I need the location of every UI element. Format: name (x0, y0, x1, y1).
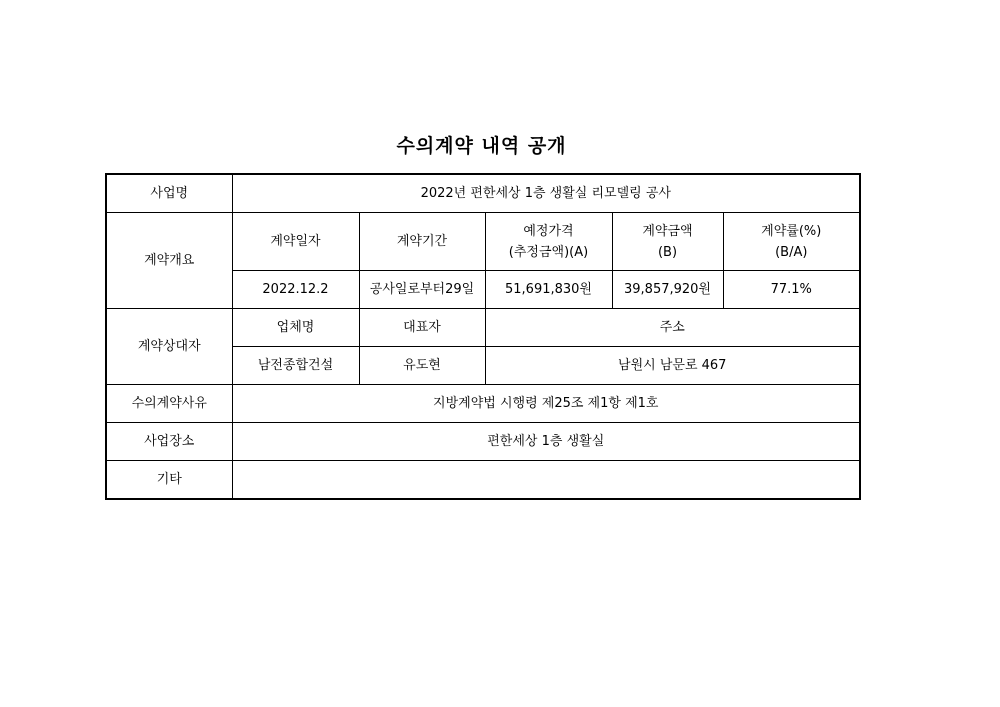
contract-overview-header-row (106, 213, 860, 271)
contract-rate-header (723, 213, 860, 271)
contract-overview-label: 계약개요 (106, 213, 232, 309)
location-row (106, 423, 860, 461)
other-value (232, 461, 860, 500)
contract-amount-header-line1: 계약금액 (642, 223, 693, 239)
representative-header: 대표자 (359, 309, 485, 347)
reason-value: 지방계약법 시행령 제25조 제1항 제1호 (232, 385, 860, 423)
other-row (106, 461, 860, 500)
contract-disclosure-table (105, 173, 861, 500)
contract-date-value: 2022.12.2 (232, 271, 359, 309)
estimated-price-header-line2: (추정금액)(A) (508, 244, 589, 260)
company-name-header: 업체명 (232, 309, 359, 347)
estimated-price-header (485, 213, 612, 271)
contract-amount-value: 39,857,920원 (612, 271, 723, 309)
address-header: 주소 (485, 309, 860, 347)
contract-period-header: 계약기간 (359, 213, 485, 271)
contract-amount-header-line2: (B) (657, 244, 678, 260)
contract-rate-header-line1: 계약률(%) (761, 223, 822, 239)
location-value: 편한세상 1층 생활실 (232, 423, 860, 461)
location-label: 사업장소 (106, 423, 232, 461)
estimated-price-value: 51,691,830원 (485, 271, 612, 309)
representative-value: 유도현 (359, 347, 485, 385)
project-name-row (106, 174, 860, 213)
reason-row (106, 385, 860, 423)
other-label: 기타 (106, 461, 232, 500)
estimated-price-header-line1: 예정가격 (523, 223, 574, 239)
address-value: 남원시 남문로 467 (485, 347, 860, 385)
page-title: 수의계약 내역 공개 (396, 135, 567, 157)
counterparty-label: 계약상대자 (106, 309, 232, 385)
contract-date-header: 계약일자 (232, 213, 359, 271)
contract-amount-header (612, 213, 723, 271)
reason-label: 수의계약사유 (106, 385, 232, 423)
contract-period-value: 공사일로부터29일 (359, 271, 485, 309)
contract-rate-header-line2: (B/A) (775, 244, 808, 260)
project-name-label: 사업명 (106, 174, 232, 213)
company-name-value: 남전종합건설 (232, 347, 359, 385)
project-name-value: 2022년 편한세상 1층 생활실 리모델링 공사 (232, 174, 860, 213)
counterparty-header-row (106, 309, 860, 347)
contract-rate-value: 77.1% (723, 271, 860, 309)
